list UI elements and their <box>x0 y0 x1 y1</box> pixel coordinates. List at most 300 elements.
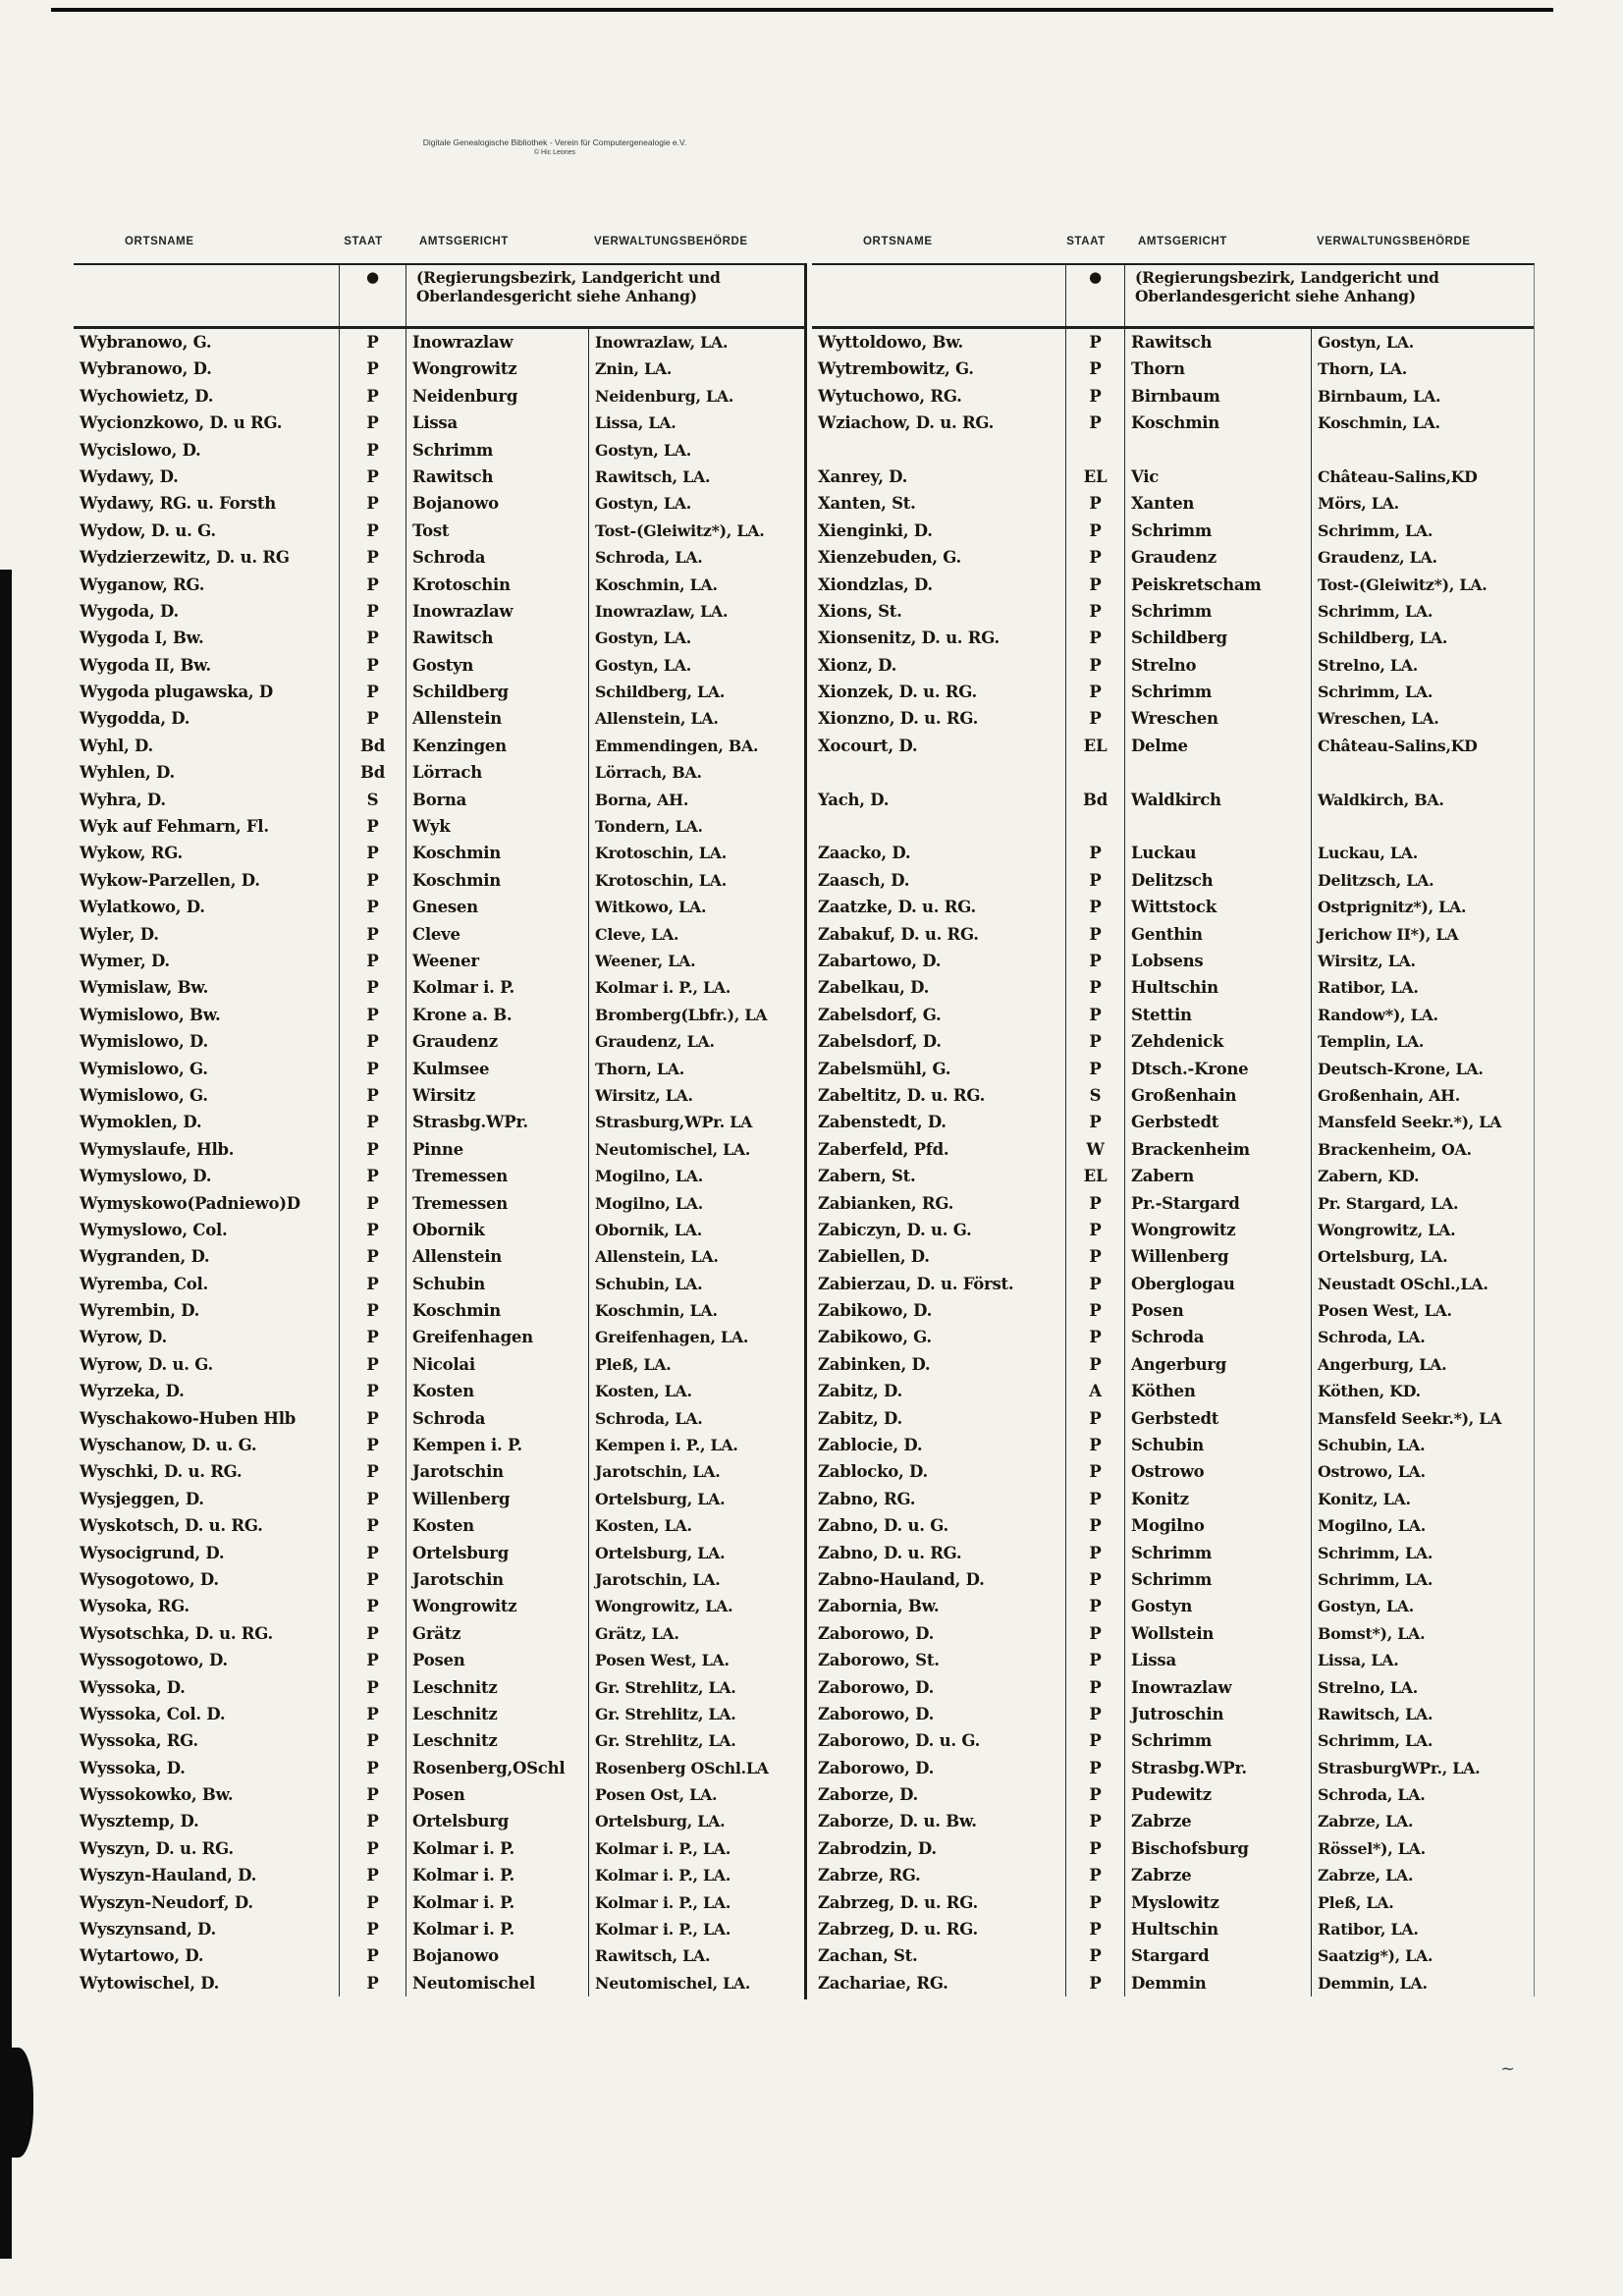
table-left <box>74 263 804 1996</box>
ortsname-cell: Xionzno, D. u. RG. <box>818 709 979 729</box>
table-row <box>812 1297 1534 1324</box>
amtsgericht-cell: Koschmin <box>406 867 588 894</box>
table-row <box>812 329 1534 355</box>
verwaltungsbehoerde-cell: Angerburg, LA. <box>1311 1351 1534 1378</box>
amtsgericht-cell: Wongrowitz <box>1124 1217 1311 1243</box>
ortsname-cell: Wygoda I, Bw. <box>80 629 204 648</box>
table-row <box>812 464 1534 490</box>
verwaltungsbehoerde-cell: Gr. Strehlitz, LA. <box>588 1701 804 1727</box>
table-row <box>812 1862 1534 1888</box>
staat-cell: P <box>339 1243 406 1270</box>
staat-cell: P <box>1065 894 1124 920</box>
verwaltungsbehoerde-cell: Schubin, LA. <box>588 1271 804 1297</box>
verwaltungsbehoerde-cell: Jerichow II*), LA <box>1311 921 1534 948</box>
amtsgericht-cell: Obornik <box>406 1217 588 1243</box>
verwaltungsbehoerde-cell: Greifenhagen, LA. <box>588 1324 804 1350</box>
ortsname-cell: Zaberfeld, Pfd. <box>818 1139 949 1159</box>
amtsgericht-cell: Kenzingen <box>406 733 588 759</box>
staat-cell: P <box>339 1056 406 1082</box>
amtsgericht-cell: Kolmar i. P. <box>406 974 588 1001</box>
table-row <box>74 1593 804 1619</box>
staat-cell: P <box>339 1028 406 1055</box>
staat-cell: P <box>1065 921 1124 948</box>
verwaltungsbehoerde-cell: Mogilno, LA. <box>588 1163 804 1189</box>
ortsname-cell: Wygoda, D. <box>80 601 179 621</box>
ortsname-cell: Wyhl, D. <box>80 736 153 755</box>
scan-artifact-left-strip <box>0 570 12 2259</box>
amtsgericht-cell: Wongrowitz <box>406 1593 588 1619</box>
verwaltungsbehoerde-cell: Gr. Strehlitz, LA. <box>588 1727 804 1754</box>
verwaltungsbehoerde-cell: Znin, LA. <box>588 355 804 382</box>
table-row <box>812 518 1534 544</box>
subheader-note: (Regierungsbezirk, Landgericht und Oberlandesgericht siehe Anhang) <box>1124 265 1534 326</box>
ortsname-cell: Wygranden, D. <box>80 1247 210 1267</box>
verwaltungsbehoerde-cell: Wirsitz, LA. <box>1311 948 1534 974</box>
ortsname-cell: Wydzierzewitz, D. u. RG <box>80 548 290 568</box>
verwaltungsbehoerde-cell: Pr. Stargard, LA. <box>1311 1190 1534 1217</box>
verwaltungsbehoerde-cell: Tost-(Gleiwitz*), LA. <box>588 518 804 544</box>
ortsname-cell: Wyttoldowo, Bw. <box>818 333 963 352</box>
verwaltungsbehoerde-cell: Zabern, KD. <box>1311 1163 1534 1189</box>
verwaltungsbehoerde-cell: Koschmin, LA. <box>588 572 804 598</box>
ortsname-cell: Zabornia, Bw. <box>818 1597 940 1616</box>
table-row <box>74 1755 804 1781</box>
amtsgericht-cell: Nicolai <box>406 1351 588 1378</box>
amtsgericht-cell: Mogilno <box>1124 1512 1311 1539</box>
table-row <box>74 1324 804 1350</box>
table-row <box>812 813 1534 840</box>
staat-cell: P <box>1065 1566 1124 1593</box>
ortsname-cell: Zaacko, D. <box>818 844 911 863</box>
staat-cell: P <box>339 1674 406 1701</box>
verwaltungsbehoerde-cell: Schubin, LA. <box>1311 1432 1534 1458</box>
ortsname-cell: Zabern, St. <box>818 1167 916 1186</box>
staat-cell: P <box>339 1942 406 1969</box>
amtsgericht-cell: Strelno <box>1124 652 1311 679</box>
amtsgericht-cell: Schrimm <box>1124 1540 1311 1566</box>
verwaltungsbehoerde-cell: Ortelsburg, LA. <box>588 1808 804 1834</box>
staat-cell: P <box>1065 544 1124 571</box>
amtsgericht-cell: Brackenheim <box>1124 1136 1311 1163</box>
table-row <box>812 1163 1534 1189</box>
ortsname-cell: Wysoka, RG. <box>80 1597 189 1616</box>
verwaltungsbehoerde-cell <box>1311 759 1534 786</box>
staat-cell: P <box>339 974 406 1001</box>
amtsgericht-cell: Gnesen <box>406 894 588 920</box>
staat-cell: P <box>339 383 406 410</box>
ortsname-cell <box>812 759 1065 786</box>
table-row <box>812 1217 1534 1243</box>
table-row <box>74 1647 804 1673</box>
staat-cell: P <box>339 1271 406 1297</box>
staat-cell: P <box>339 948 406 974</box>
amtsgericht-cell: Posen <box>406 1647 588 1673</box>
amtsgericht-cell: Rawitsch <box>406 625 588 651</box>
ortsname-cell: Wyrow, D. <box>80 1328 168 1347</box>
staat-cell: W <box>1065 1136 1124 1163</box>
table-row <box>812 1432 1534 1458</box>
header-verwaltungsbehoerde: VERWALTUNGSBEHÖRDE <box>594 236 748 247</box>
verwaltungsbehoerde-cell: Ortelsburg, LA. <box>588 1540 804 1566</box>
ortsname-cell: Wyssoka, Col. D. <box>80 1704 226 1723</box>
header-amtsgericht: AMTSGERICHT <box>419 236 509 247</box>
amtsgericht-cell: Großenhain <box>1124 1082 1311 1109</box>
staat-cell: P <box>1065 1486 1124 1512</box>
ortsname-cell: Wytuchowo, RG. <box>818 386 962 406</box>
ortsname-cell: Xanten, St. <box>818 494 916 514</box>
verwaltungsbehoerde-cell: Ostprignitz*), LA. <box>1311 894 1534 920</box>
ortsname-cell: Wymyslowo, D. <box>80 1167 212 1186</box>
staat-cell: P <box>1065 1970 1124 1996</box>
staat-cell: P <box>339 867 406 894</box>
table-row <box>812 598 1534 625</box>
staat-cell: P <box>1065 1942 1124 1969</box>
verwaltungsbehoerde-cell: Schroda, LA. <box>1311 1324 1534 1350</box>
amtsgericht-cell: Kolmar i. P. <box>406 1835 588 1862</box>
amtsgericht-cell: Greifenhagen <box>406 1324 588 1350</box>
staat-cell: A <box>1065 1378 1124 1404</box>
amtsgericht-cell: Krone a. B. <box>406 1002 588 1028</box>
amtsgericht-cell: Thorn <box>1124 355 1311 382</box>
table-row <box>74 759 804 786</box>
verwaltungsbehoerde-cell: Mogilno, LA. <box>588 1190 804 1217</box>
amtsgericht-cell: Dtsch.-Krone <box>1124 1056 1311 1082</box>
amtsgericht-cell: Hultschin <box>1124 1916 1311 1942</box>
ortsname-cell: Zabiellen, D. <box>818 1247 930 1267</box>
verwaltungsbehoerde-cell: Schroda, LA. <box>1311 1781 1534 1808</box>
verwaltungsbehoerde-cell: Thorn, LA. <box>1311 355 1534 382</box>
ortsname-cell: Zachan, St. <box>818 1946 918 1966</box>
amtsgericht-cell: Wittstock <box>1124 894 1311 920</box>
table-row <box>74 733 804 759</box>
table-row <box>74 1082 804 1109</box>
staat-cell: Bd <box>339 733 406 759</box>
verwaltungsbehoerde-cell: Gostyn, LA. <box>588 652 804 679</box>
table-row <box>812 1512 1534 1539</box>
amtsgericht-cell: Allenstein <box>406 705 588 732</box>
amtsgericht-cell: Gostyn <box>1124 1593 1311 1619</box>
table-row <box>74 1942 804 1969</box>
staat-cell: P <box>1065 1620 1124 1647</box>
verwaltungsbehoerde-cell: Birnbaum, LA. <box>1311 383 1534 410</box>
ortsname-cell: Wyszyn-Neudorf, D. <box>80 1892 253 1912</box>
table-row <box>812 1942 1534 1969</box>
staat-cell: P <box>339 1405 406 1432</box>
table-row <box>812 1674 1534 1701</box>
staat-cell: P <box>1065 1889 1124 1916</box>
table-row <box>74 1243 804 1270</box>
ortsname-cell: Zaborowo, St. <box>818 1651 940 1670</box>
amtsgericht-cell: Birnbaum <box>1124 383 1311 410</box>
table-row <box>74 625 804 651</box>
verwaltungsbehoerde-cell: Allenstein, LA. <box>588 1243 804 1270</box>
ortsname-cell: Wyszynsand, D. <box>80 1920 216 1940</box>
amtsgericht-cell: Köthen <box>1124 1378 1311 1404</box>
staat-cell: P <box>339 1109 406 1135</box>
table-row <box>812 1082 1534 1109</box>
scan-artifact-left-blob <box>0 2048 33 2158</box>
ortsname-cell: Wymyslowo, Col. <box>80 1220 228 1239</box>
center-divider-rule <box>804 263 807 1999</box>
staat-cell: P <box>1065 1593 1124 1619</box>
staat-cell: P <box>1065 840 1124 866</box>
amtsgericht-cell: Angerburg <box>1124 1351 1311 1378</box>
amtsgericht-cell: Vic <box>1124 464 1311 490</box>
amtsgericht-cell: Schubin <box>1124 1432 1311 1458</box>
ortsname-cell: Wymyslaufe, Hlb. <box>80 1139 235 1159</box>
amtsgericht-cell: Krotoschin <box>406 572 588 598</box>
staat-cell: P <box>1065 1458 1124 1485</box>
staat-legend-mark: ● <box>1065 265 1124 326</box>
amtsgericht-cell: Ortelsburg <box>406 1540 588 1566</box>
amtsgericht-cell: Strasbg.WPr. <box>1124 1755 1311 1781</box>
staat-cell <box>1065 759 1124 786</box>
table-row <box>812 948 1534 974</box>
ortsname-cell: Zabenstedt, D. <box>818 1113 947 1132</box>
amtsgericht-cell: Schubin <box>406 1271 588 1297</box>
ortsname-cell: Zablocie, D. <box>818 1436 923 1455</box>
amtsgericht-cell: Inowrazlaw <box>406 329 588 355</box>
table-row <box>74 437 804 464</box>
verwaltungsbehoerde-cell: Gostyn, LA. <box>1311 329 1534 355</box>
amtsgericht-cell: Willenberg <box>406 1486 588 1512</box>
ortsname-cell: Zabikowo, D. <box>818 1301 933 1321</box>
verwaltungsbehoerde-cell: Köthen, KD. <box>1311 1378 1534 1404</box>
ortsname-cell: Zabno, RG. <box>818 1489 916 1508</box>
amtsgericht-cell: Hultschin <box>1124 974 1311 1001</box>
amtsgericht-cell: Schrimm <box>1124 679 1311 705</box>
staat-cell: P <box>339 1808 406 1834</box>
staat-cell: P <box>1065 948 1124 974</box>
amtsgericht-cell: Schrimm <box>1124 598 1311 625</box>
table-row <box>74 652 804 679</box>
ortsname-cell: Zabiczyn, D. u. G. <box>818 1220 972 1239</box>
ortsname-cell: Zaborowo, D. <box>818 1704 935 1723</box>
staat-cell: P <box>339 1916 406 1942</box>
amtsgericht-cell <box>1124 813 1311 840</box>
amtsgericht-cell: Schroda <box>406 1405 588 1432</box>
table-row <box>74 1862 804 1888</box>
verwaltungsbehoerde-cell: Pleß, LA. <box>1311 1889 1534 1916</box>
amtsgericht-cell: Kosten <box>406 1512 588 1539</box>
ortsname-cell: Wymyskowo(Padniewo)D <box>80 1193 300 1213</box>
amtsgericht-cell: Allenstein <box>406 1243 588 1270</box>
table-row <box>812 490 1534 517</box>
staat-cell: P <box>1065 1916 1124 1942</box>
staat-cell: P <box>1065 974 1124 1001</box>
ortsname-cell: Zabakuf, D. u. RG. <box>818 924 979 944</box>
watermark-line2: © Hic Leones <box>533 149 576 156</box>
verwaltungsbehoerde-cell: Posen West, LA. <box>588 1647 804 1673</box>
table-row <box>812 1136 1534 1163</box>
ortsname-cell: Wymislaw, Bw. <box>80 978 209 998</box>
amtsgericht-cell: Graudenz <box>1124 544 1311 571</box>
table-row <box>812 1647 1534 1673</box>
table-row <box>812 1271 1534 1297</box>
verwaltungsbehoerde-cell: Borna, AH. <box>588 787 804 813</box>
amtsgericht-cell: Peiskretscham <box>1124 572 1311 598</box>
ortsname-cell: Zabikowo, G. <box>818 1328 932 1347</box>
verwaltungsbehoerde-cell: Templin, LA. <box>1311 1028 1534 1055</box>
verwaltungsbehoerde-cell: Kolmar i. P., LA. <box>588 1835 804 1862</box>
amtsgericht-cell: Schrimm <box>1124 1727 1311 1754</box>
ortsname-cell: Xanrey, D. <box>818 466 908 486</box>
table-body-left <box>74 329 804 1996</box>
ortsname-cell: Zablocko, D. <box>818 1462 928 1482</box>
verwaltungsbehoerde-cell: Zabrze, LA. <box>1311 1862 1534 1888</box>
ortsname-cell <box>812 813 1065 840</box>
verwaltungsbehoerde-cell: Lissa, LA. <box>588 410 804 436</box>
amtsgericht-cell: Bischofsburg <box>1124 1835 1311 1862</box>
verwaltungsbehoerde-cell: Ratibor, LA. <box>1311 1916 1534 1942</box>
amtsgericht-cell: Pinne <box>406 1136 588 1163</box>
amtsgericht-cell: Zabrze <box>1124 1862 1311 1888</box>
ortsname-cell: Zabartowo, D. <box>818 951 942 970</box>
ortsname-cell: Zabianken, RG. <box>818 1193 954 1213</box>
verwaltungsbehoerde-cell: Kolmar i. P., LA. <box>588 1916 804 1942</box>
table-row <box>812 652 1534 679</box>
staat-cell: P <box>339 1970 406 1996</box>
verwaltungsbehoerde-cell: Saatzig*), LA. <box>1311 1942 1534 1969</box>
table-row <box>74 1297 804 1324</box>
ortsname-cell: Wysogotowo, D. <box>80 1569 219 1589</box>
staat-cell: P <box>1065 625 1124 651</box>
verwaltungsbehoerde-cell: Mansfeld Seekr.*), LA <box>1311 1109 1534 1135</box>
staat-cell: P <box>339 572 406 598</box>
amtsgericht-cell: Inowrazlaw <box>406 598 588 625</box>
table-row <box>74 410 804 436</box>
ortsname-cell: Wychowietz, D. <box>80 386 214 406</box>
table-row <box>74 1217 804 1243</box>
verwaltungsbehoerde-cell: Schrimm, LA. <box>1311 1727 1534 1754</box>
staat-cell: P <box>1065 1002 1124 1028</box>
table-row <box>812 1620 1534 1647</box>
table-row <box>74 464 804 490</box>
amtsgericht-cell: Schrimm <box>406 437 588 464</box>
verwaltungsbehoerde-cell: Mogilno, LA. <box>1311 1512 1534 1539</box>
verwaltungsbehoerde-cell: Wongrowitz, LA. <box>588 1593 804 1619</box>
amtsgericht-cell: Wreschen <box>1124 705 1311 732</box>
table-row <box>812 383 1534 410</box>
ortsname-cell: Zabeltitz, D. u. RG. <box>818 1085 986 1105</box>
table-row <box>812 1593 1534 1619</box>
ortsname-cell: Zaborowo, D. <box>818 1623 935 1643</box>
verwaltungsbehoerde-cell: Graudenz, LA. <box>588 1028 804 1055</box>
table-row <box>74 1028 804 1055</box>
staat-cell: P <box>339 490 406 517</box>
staat-cell: P <box>339 1512 406 1539</box>
staat-cell: P <box>339 1458 406 1485</box>
amtsgericht-cell: Schroda <box>1124 1324 1311 1350</box>
ortsname-cell: Zaborze, D. u. Bw. <box>818 1812 977 1831</box>
amtsgericht-cell: Schrimm <box>1124 1566 1311 1593</box>
ortsname-cell: Wyler, D. <box>80 924 159 944</box>
scan-artifact-mark: ~ <box>1500 2058 1516 2079</box>
staat-cell: P <box>1065 1056 1124 1082</box>
ortsname-cell: Wymislowo, Bw. <box>80 1005 221 1024</box>
amtsgericht-cell: Wollstein <box>1124 1620 1311 1647</box>
staat-cell: P <box>339 652 406 679</box>
ortsname-cell: Wybranowo, D. <box>80 359 212 379</box>
amtsgericht-cell: Zehdenick <box>1124 1028 1311 1055</box>
staat-cell: P <box>1065 518 1124 544</box>
staat-cell: P <box>1065 1540 1124 1566</box>
staat-cell: P <box>339 1217 406 1243</box>
amtsgericht-cell: Wirsitz <box>406 1082 588 1109</box>
table-row <box>74 1432 804 1458</box>
ortsname-cell: Wycionzkowo, D. u RG. <box>80 413 283 433</box>
amtsgericht-cell: Gerbstedt <box>1124 1109 1311 1135</box>
staat-cell: P <box>339 410 406 436</box>
verwaltungsbehoerde-cell: Kosten, LA. <box>588 1378 804 1404</box>
staat-cell: P <box>339 679 406 705</box>
verwaltungsbehoerde-cell: Château-Salins,KD <box>1311 733 1534 759</box>
amtsgericht-cell: Zabrze <box>1124 1808 1311 1834</box>
table-row <box>74 705 804 732</box>
amtsgericht-cell: Tremessen <box>406 1163 588 1189</box>
verwaltungsbehoerde-cell: Koschmin, LA. <box>1311 410 1534 436</box>
staat-cell: Bd <box>339 759 406 786</box>
amtsgericht-cell: Schildberg <box>1124 625 1311 651</box>
ortsname-cell: Zabno, D. u. G. <box>818 1516 948 1536</box>
amtsgericht-cell: Weener <box>406 948 588 974</box>
verwaltungsbehoerde-cell: Waldkirch, BA. <box>1311 787 1534 813</box>
staat-cell: P <box>339 1889 406 1916</box>
amtsgericht-cell: Waldkirch <box>1124 787 1311 813</box>
table-row <box>74 813 804 840</box>
table-row <box>74 1458 804 1485</box>
table-row <box>74 974 804 1001</box>
staat-cell: P <box>1065 1405 1124 1432</box>
verwaltungsbehoerde-cell: Schroda, LA. <box>588 544 804 571</box>
ortsname-cell: Wyssoka, RG. <box>80 1731 198 1751</box>
verwaltungsbehoerde-cell: Rawitsch, LA. <box>1311 1701 1534 1727</box>
verwaltungsbehoerde-cell: Obornik, LA. <box>588 1217 804 1243</box>
amtsgericht-cell: Delitzsch <box>1124 867 1311 894</box>
table-row <box>812 1486 1534 1512</box>
ortsname-cell: Wytrembowitz, G. <box>818 359 974 379</box>
header-ortsname: ORTSNAME <box>863 236 933 247</box>
verwaltungsbehoerde-cell: Kosten, LA. <box>588 1512 804 1539</box>
amtsgericht-cell: Willenberg <box>1124 1243 1311 1270</box>
verwaltungsbehoerde-cell: Posen West, LA. <box>1311 1297 1534 1324</box>
staat-cell: P <box>1065 1512 1124 1539</box>
staat-cell: P <box>339 1835 406 1862</box>
ortsname-cell: Wydawy, D. <box>80 466 179 486</box>
amtsgericht-cell: Leschnitz <box>406 1727 588 1754</box>
amtsgericht-cell: Schildberg <box>406 679 588 705</box>
amtsgericht-cell: Rosenberg,OSchl <box>406 1755 588 1781</box>
table-row <box>74 1351 804 1378</box>
verwaltungsbehoerde-cell: StrasburgWPr., LA. <box>1311 1755 1534 1781</box>
staat-cell: P <box>339 1593 406 1619</box>
table-row <box>74 948 804 974</box>
staat-cell: P <box>339 544 406 571</box>
verwaltungsbehoerde-cell: Schrimm, LA. <box>1311 679 1534 705</box>
amtsgericht-cell: Kulmsee <box>406 1056 588 1082</box>
ortsname-cell: Wymislowo, D. <box>80 1032 208 1052</box>
verwaltungsbehoerde-cell: Gr. Strehlitz, LA. <box>588 1674 804 1701</box>
table-row <box>812 1028 1534 1055</box>
table-row <box>74 894 804 920</box>
verwaltungsbehoerde-cell: Koschmin, LA. <box>588 1297 804 1324</box>
table-row <box>812 759 1534 786</box>
staat-cell: P <box>339 1136 406 1163</box>
subheader-empty <box>74 265 339 326</box>
verwaltungsbehoerde-cell: Strasburg,WPr. LA <box>588 1109 804 1135</box>
verwaltungsbehoerde-cell: Kolmar i. P., LA. <box>588 1862 804 1888</box>
table-row <box>812 894 1534 920</box>
